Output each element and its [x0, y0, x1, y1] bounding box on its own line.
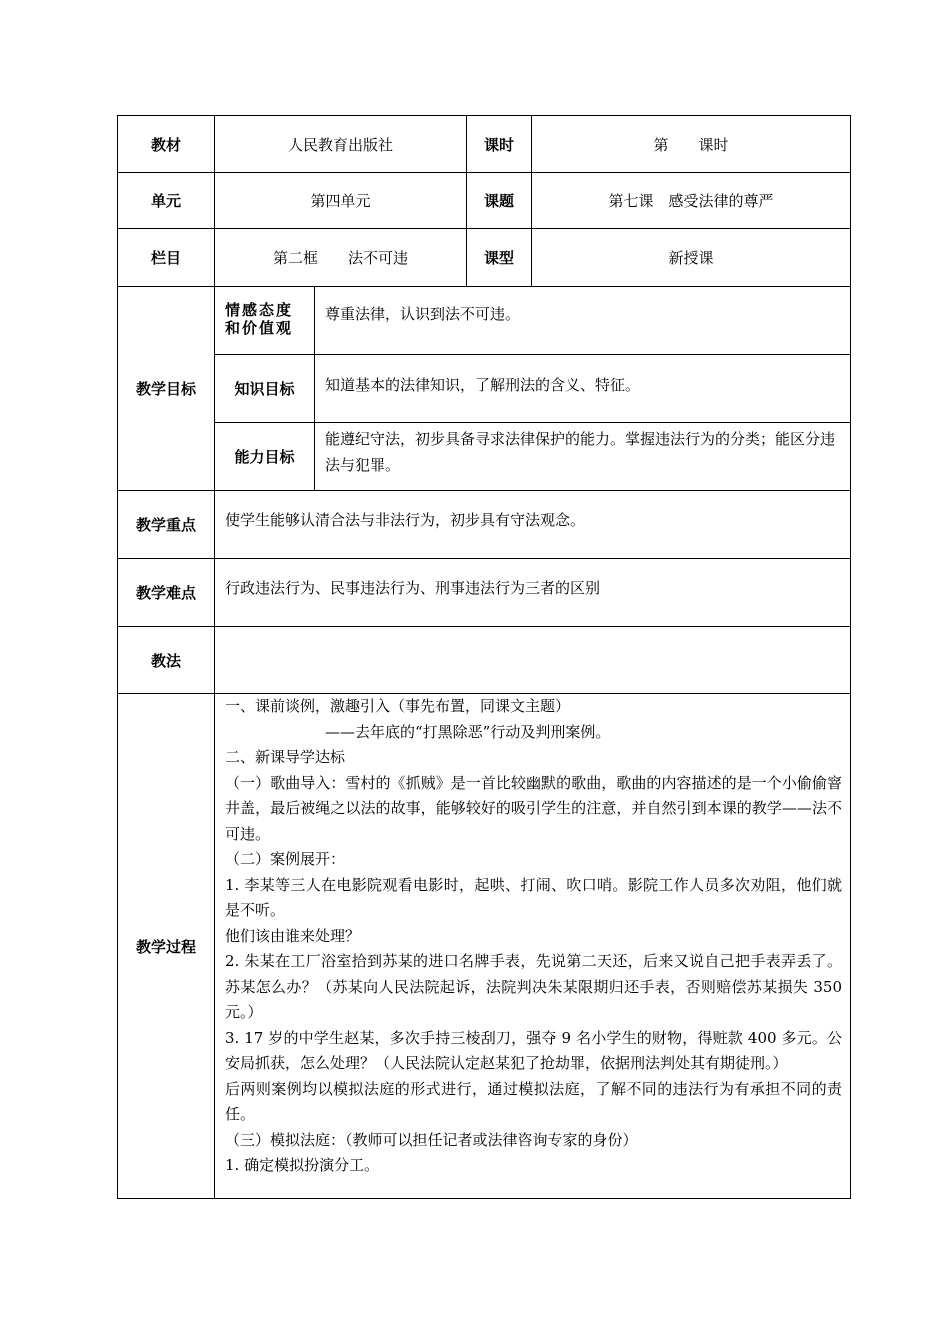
goal-ability-value: 能遵纪守法，初步具备寻求法律保护的能力。掌握违法行为的分类；能区分违法与犯罪。 — [315, 423, 851, 491]
process-line: 1. 李某等三人在电影院观看电影时，起哄、打闹、吹口哨。影院工作人员多次劝阻，他们就是不听。 — [225, 875, 843, 919]
goal-attitude-value: 尊重法律，认识到法不可违。 — [315, 287, 851, 355]
method-value — [215, 627, 851, 694]
process-line: 2. 朱某在工厂浴室拾到苏某的进口名牌手表，先说第二天还，后来又说自己把手表弄丢了。苏某怎么办？（苏某向人民法院起诉，法院判决朱某限期归还手表，否则赔偿苏某损失 350 元。） — [225, 952, 843, 1021]
process-label: 教学过程 — [118, 694, 215, 1199]
process-content — [215, 694, 851, 1199]
lesson-plan-table — [117, 115, 851, 1199]
unit-label: 单元 — [118, 173, 215, 229]
period-value: 第 课时 — [532, 116, 851, 173]
period-label: 课时 — [467, 116, 532, 173]
textbook-label: 教材 — [118, 116, 215, 173]
row-process — [118, 694, 851, 1199]
difficulties-label: 教学难点 — [118, 559, 215, 627]
goal-ability-label: 能力目标 — [215, 423, 315, 491]
key-points-value: 使学生能够认清合法与非法行为，初步具有守法观念。 — [215, 491, 851, 559]
row-difficulties — [118, 559, 851, 627]
process-line: 一、课前谈例，激趣引入（事先布置，同课文主题） — [225, 697, 571, 715]
goals-label: 教学目标 — [118, 287, 215, 491]
process-line: （三）模拟法庭：（教师可以担任记者或法律咨询专家的身份） — [225, 1130, 638, 1149]
row-goal-attitude — [118, 287, 851, 355]
type-value: 新授课 — [532, 229, 851, 287]
process-line: 1. 确定模拟扮演分工。 — [225, 1156, 380, 1174]
process-line: ——去年底的“打黑除恶”行动及判刑案例。 — [325, 722, 611, 741]
process-line: 二、新课导学达标 — [225, 748, 346, 766]
row-unit — [118, 173, 851, 229]
difficulties-value: 行政违法行为、民事违法行为、刑事违法行为三者的区别 — [215, 559, 851, 627]
textbook-value: 人民教育出版社 — [215, 116, 467, 173]
key-points-label: 教学重点 — [118, 491, 215, 559]
topic-value: 第七课 感受法律的尊严 — [532, 173, 851, 229]
process-line: （二）案例展开： — [225, 850, 346, 868]
goal-attitude-label: 情感态度和价值观 — [215, 287, 315, 355]
row-method — [118, 627, 851, 694]
goal-knowledge-label: 知识目标 — [215, 355, 315, 423]
process-line: 他们该由谁来处理？ — [225, 926, 361, 945]
type-label: 课型 — [467, 229, 532, 287]
process-line: 3. 17 岁的中学生赵某，多次手持三棱刮刀，强夺 9 名小学生的财物，得赃款 400 多元。公安局抓获，怎么处理？（人民法院认定赵某犯了抢劫罪，依据刑法判处其有期徒刑。） — [225, 1028, 843, 1072]
section-label: 栏目 — [118, 229, 215, 287]
row-textbook — [118, 116, 851, 173]
row-section — [118, 229, 851, 287]
row-key-points — [118, 491, 851, 559]
process-line: 后两则案例均以模拟法庭的形式进行，通过模拟法庭，了解不同的违法行为有承担不同的责任。 — [225, 1079, 843, 1123]
row-goal-knowledge — [118, 355, 851, 423]
topic-label: 课题 — [467, 173, 532, 229]
method-label: 教法 — [118, 627, 215, 694]
unit-value: 第四单元 — [215, 173, 467, 229]
goal-knowledge-value: 知道基本的法律知识，了解刑法的含义、特征。 — [315, 355, 851, 423]
row-goal-ability — [118, 423, 851, 491]
section-value: 第二框 法不可违 — [215, 229, 467, 287]
process-line: （一）歌曲导入：雪村的《抓贼》是一首比较幽默的歌曲，歌曲的内容描述的是一个小偷偷窨井盖，最后被绳之以法的故事，能够较好的吸引学生的注意，并自然引到本课的教学——法不可违。 — [225, 773, 843, 843]
